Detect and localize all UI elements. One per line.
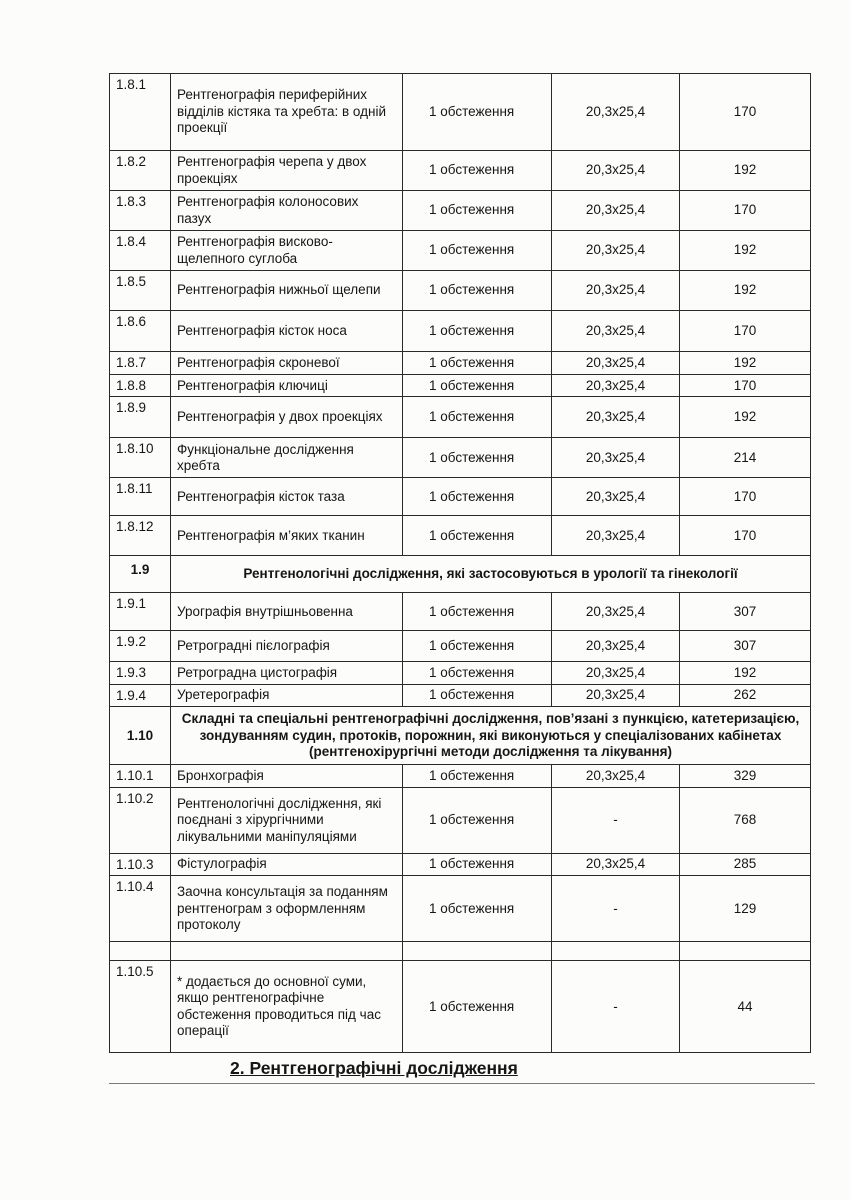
price-cell: 192 bbox=[680, 397, 811, 438]
film-format-cell: 20,3x25,4 bbox=[552, 478, 680, 516]
table-row bbox=[110, 74, 811, 151]
price-cell: 329 bbox=[680, 765, 811, 787]
price-cell: 192 bbox=[680, 231, 811, 271]
unit-cell: 1 обстеження bbox=[403, 516, 552, 556]
table-row bbox=[110, 231, 811, 271]
film-format-cell: 20,3x25,4 bbox=[552, 516, 680, 556]
film-format-cell: 20,3x25,4 bbox=[552, 593, 680, 631]
table-row bbox=[110, 311, 811, 352]
price-cell: 170 bbox=[680, 191, 811, 231]
service-name: Фістулографія bbox=[171, 853, 403, 875]
unit-cell bbox=[403, 942, 552, 961]
price-cell: 170 bbox=[680, 74, 811, 151]
service-name: Рентгенографія черепа у двох проекціях bbox=[171, 151, 403, 191]
service-name: * додається до основної суми, якщо рентгенографічне обстеження проводиться під час операції bbox=[171, 961, 403, 1053]
film-format-cell: 20,3x25,4 bbox=[552, 438, 680, 478]
unit-cell: 1 обстеження bbox=[403, 397, 552, 438]
service-name: Рентгенографія периферійних відділів кістяка та хребта: в одній проекції bbox=[171, 74, 403, 151]
row-number: 1.10.1 bbox=[110, 765, 171, 787]
section-number: 1.9 bbox=[110, 556, 171, 593]
unit-cell: 1 обстеження bbox=[403, 74, 552, 151]
price-cell: 192 bbox=[680, 151, 811, 191]
unit-cell: 1 обстеження bbox=[403, 662, 552, 684]
row-number: 1.8.9 bbox=[110, 397, 171, 438]
table-row bbox=[110, 191, 811, 231]
section-heading: 2. Рентгенографічні дослідження bbox=[230, 1058, 518, 1078]
row-number: 1.8.8 bbox=[110, 375, 171, 397]
row-number bbox=[110, 942, 171, 961]
price-cell: 170 bbox=[680, 375, 811, 397]
unit-cell: 1 обстеження bbox=[403, 765, 552, 787]
service-name: Урографія внутрішньовенна bbox=[171, 593, 403, 631]
price-cell: 192 bbox=[680, 352, 811, 375]
film-format-cell: 20,3x25,4 bbox=[552, 853, 680, 875]
film-format-cell: 20,3x25,4 bbox=[552, 191, 680, 231]
divider bbox=[109, 1083, 815, 1084]
section-title: Рентгенологічні дослідження, які застосовуються в урології та гінекології bbox=[171, 556, 811, 593]
row-number: 1.8.2 bbox=[110, 151, 171, 191]
unit-cell: 1 обстеження bbox=[403, 271, 552, 311]
row-number: 1.9.1 bbox=[110, 593, 171, 631]
film-format-cell: - bbox=[552, 787, 680, 853]
table-row bbox=[110, 765, 811, 787]
section-number: 1.10 bbox=[110, 707, 171, 765]
film-format-cell: 20,3x25,4 bbox=[552, 311, 680, 352]
row-number: 1.8.5 bbox=[110, 271, 171, 311]
price-cell: 129 bbox=[680, 876, 811, 942]
service-name: Рентгенографія висково-щелепного суглоба bbox=[171, 231, 403, 271]
unit-cell: 1 обстеження bbox=[403, 191, 552, 231]
film-format-cell: 20,3x25,4 bbox=[552, 151, 680, 191]
film-format-cell: - bbox=[552, 876, 680, 942]
table-row bbox=[110, 478, 811, 516]
unit-cell: 1 обстеження bbox=[403, 311, 552, 352]
unit-cell: 1 обстеження bbox=[403, 593, 552, 631]
unit-cell: 1 обстеження bbox=[403, 352, 552, 375]
service-name: Уретерографія bbox=[171, 684, 403, 706]
unit-cell: 1 обстеження bbox=[403, 853, 552, 875]
service-name: Рентгенографія кісток носа bbox=[171, 311, 403, 352]
unit-cell: 1 обстеження bbox=[403, 438, 552, 478]
service-name: Бронхографія bbox=[171, 765, 403, 787]
service-name bbox=[171, 942, 403, 961]
unit-cell: 1 обстеження bbox=[403, 151, 552, 191]
film-format-cell: 20,3x25,4 bbox=[552, 765, 680, 787]
unit-cell: 1 обстеження bbox=[403, 478, 552, 516]
price-cell: 307 bbox=[680, 631, 811, 662]
service-name: Рентгенографія кісток таза bbox=[171, 478, 403, 516]
service-name: Рентгенографія ключиці bbox=[171, 375, 403, 397]
table-row bbox=[110, 375, 811, 397]
section-title: Складні та спеціальні рентгенографічні дослідження, пов’язані з пункцією, катетеризацією, зондуванням судин, протоків, порожнин, які виконуються у спеціалізованих кабінетах (рентгенохірургічні методи дослідження та лікування) bbox=[171, 707, 811, 765]
film-format-cell: 20,3x25,4 bbox=[552, 74, 680, 151]
row-number: 1.8.6 bbox=[110, 311, 171, 352]
unit-cell: 1 обстеження bbox=[403, 231, 552, 271]
price-cell: 192 bbox=[680, 271, 811, 311]
row-number: 1.8.11 bbox=[110, 478, 171, 516]
table-row bbox=[110, 438, 811, 478]
price-cell: 192 bbox=[680, 662, 811, 684]
row-number: 1.10.5 bbox=[110, 961, 171, 1053]
table-row bbox=[110, 961, 811, 1053]
row-number: 1.10.3 bbox=[110, 853, 171, 875]
section-row bbox=[110, 556, 811, 593]
film-format-cell: - bbox=[552, 961, 680, 1053]
service-name: Рентгенографія нижньої щелепи bbox=[171, 271, 403, 311]
table-row bbox=[110, 516, 811, 556]
unit-cell: 1 обстеження bbox=[403, 631, 552, 662]
price-cell: 44 bbox=[680, 961, 811, 1053]
row-number: 1.10.4 bbox=[110, 876, 171, 942]
service-name: Ретроградні пієлографія bbox=[171, 631, 403, 662]
row-number: 1.8.3 bbox=[110, 191, 171, 231]
table-row bbox=[110, 662, 811, 684]
unit-cell: 1 обстеження bbox=[403, 375, 552, 397]
film-format-cell: 20,3x25,4 bbox=[552, 631, 680, 662]
film-format-cell: 20,3x25,4 bbox=[552, 662, 680, 684]
table-row bbox=[110, 787, 811, 853]
film-format-cell bbox=[552, 942, 680, 961]
table-row bbox=[110, 684, 811, 706]
unit-cell: 1 обстеження bbox=[403, 787, 552, 853]
service-name: Рентгенологічні дослідження, які поєднані з хірургічними лікувальними маніпуляціями bbox=[171, 787, 403, 853]
table-row bbox=[110, 876, 811, 942]
table-row bbox=[110, 271, 811, 311]
row-number: 1.9.2 bbox=[110, 631, 171, 662]
service-name: Рентгенографія у двох проекціях bbox=[171, 397, 403, 438]
film-format-cell: 20,3x25,4 bbox=[552, 397, 680, 438]
service-name: Рентгенографія м’яких тканин bbox=[171, 516, 403, 556]
table-row bbox=[110, 593, 811, 631]
row-number: 1.8.4 bbox=[110, 231, 171, 271]
row-number: 1.8.7 bbox=[110, 352, 171, 375]
film-format-cell: 20,3x25,4 bbox=[552, 271, 680, 311]
price-cell: 170 bbox=[680, 516, 811, 556]
row-number: 1.9.3 bbox=[110, 662, 171, 684]
table-row bbox=[110, 853, 811, 875]
row-number: 1.10.2 bbox=[110, 787, 171, 853]
price-cell bbox=[680, 942, 811, 961]
service-name: Рентгенографія колоносових пазух bbox=[171, 191, 403, 231]
table-row bbox=[110, 397, 811, 438]
table-row bbox=[110, 151, 811, 191]
service-name: Рентгенографія скроневої bbox=[171, 352, 403, 375]
price-cell: 768 bbox=[680, 787, 811, 853]
film-format-cell: 20,3x25,4 bbox=[552, 231, 680, 271]
price-table bbox=[109, 73, 811, 1053]
price-cell: 262 bbox=[680, 684, 811, 706]
film-format-cell: 20,3x25,4 bbox=[552, 352, 680, 375]
service-name: Заочна консультація за поданням рентгенограм з оформленням протоколу bbox=[171, 876, 403, 942]
unit-cell: 1 обстеження bbox=[403, 684, 552, 706]
price-cell: 170 bbox=[680, 311, 811, 352]
row-number: 1.8.10 bbox=[110, 438, 171, 478]
table-row bbox=[110, 631, 811, 662]
price-cell: 214 bbox=[680, 438, 811, 478]
film-format-cell: 20,3x25,4 bbox=[552, 684, 680, 706]
table-row-empty bbox=[110, 942, 811, 961]
unit-cell: 1 обстеження bbox=[403, 961, 552, 1053]
price-cell: 285 bbox=[680, 853, 811, 875]
price-cell: 307 bbox=[680, 593, 811, 631]
row-number: 1.8.12 bbox=[110, 516, 171, 556]
service-name: Ретроградна цистографія bbox=[171, 662, 403, 684]
row-number: 1.8.1 bbox=[110, 74, 171, 151]
price-cell: 170 bbox=[680, 478, 811, 516]
service-name: Функціональне дослідження хребта bbox=[171, 438, 403, 478]
row-number: 1.9.4 bbox=[110, 684, 171, 706]
film-format-cell: 20,3x25,4 bbox=[552, 375, 680, 397]
table-row bbox=[110, 352, 811, 375]
unit-cell: 1 обстеження bbox=[403, 876, 552, 942]
section-row bbox=[110, 707, 811, 765]
